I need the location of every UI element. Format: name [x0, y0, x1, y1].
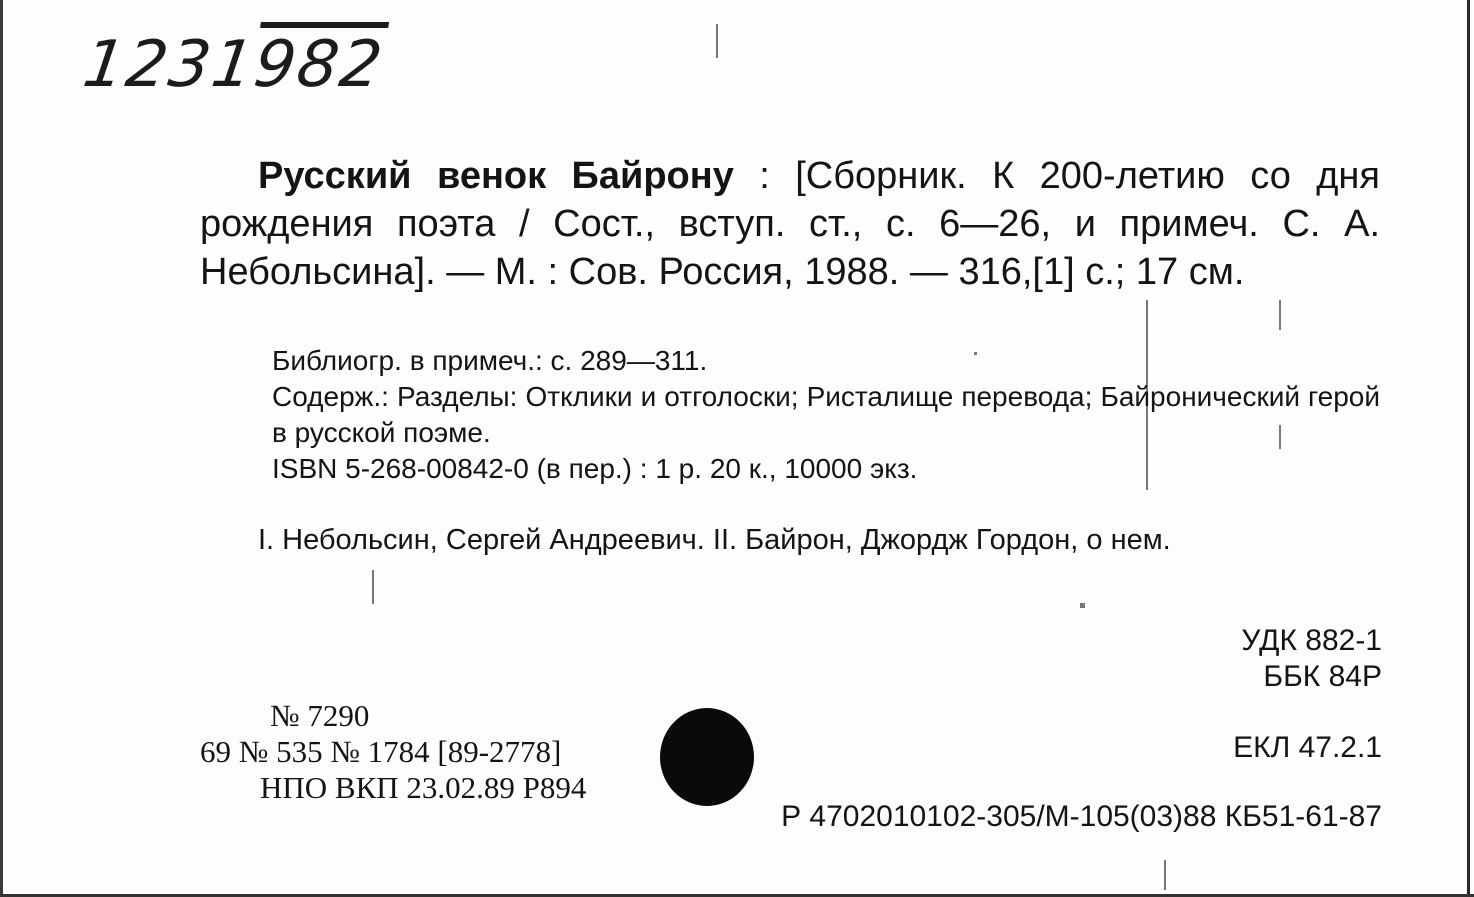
bibliographic-entry — [200, 152, 1380, 296]
card-left-edge — [0, 0, 3, 897]
handwritten-number-sub: 982 — [249, 28, 389, 102]
bibliography-note: Библиогр. в примеч.: с. 289—311. — [272, 345, 708, 376]
publication-code: Р 4702010102-305/М-105(03)88 КБ51-61-87 — [781, 800, 1382, 833]
handwritten-number-main: 1231 — [78, 28, 261, 102]
card-right-edge — [1467, 0, 1470, 897]
index-terms-text: I. Небольсин, Сергей Андреевич. II. Байрон, Джордж Гордон, о нем. — [258, 524, 1171, 556]
ekl-code: ЕКЛ 47.2.1 — [1233, 731, 1382, 764]
print-info-line-2: 69 № 535 № 1784 [89-2778] — [200, 734, 562, 769]
print-info-line-3: НПО ВКП 23.02.89 Р894 — [260, 770, 587, 805]
isbn-note: ISBN 5-268-00842-0 (в пер.) : 1 р. 20 к., 10000 экз. — [272, 453, 918, 484]
print-info-line-1: № 7290 — [270, 698, 370, 733]
contents-note: Содерж.: Разделы: Отклики и отголоски; Ристалище перевода; Байронический герой в русской поэме. — [272, 381, 1380, 448]
punch-hole — [660, 708, 754, 806]
scan-speck — [716, 24, 718, 58]
entry-description: : [Сборник. К 200-летию со дня рождения поэта / Сост., вступ. ст., с. 6—26, и примеч. С. А. Небольсина]. — М. : Сов. Россия, 1988. — 316,[1] с.; 17 см. — [200, 155, 1380, 293]
scan-speck — [1080, 603, 1085, 608]
scan-speck — [1279, 300, 1281, 330]
handwritten-catalog-number — [79, 28, 388, 102]
bbk-code: ББК 84Р — [1263, 660, 1382, 693]
entry-title: Русский венок Байрону — [258, 155, 734, 197]
scan-speck — [1164, 860, 1166, 890]
udk-code: УДК 882-1 — [1241, 624, 1382, 657]
index-terms — [200, 520, 1380, 560]
print-info — [200, 698, 586, 806]
scan-speck — [372, 570, 374, 604]
notes-section — [200, 343, 1380, 487]
classification-block — [1241, 623, 1382, 695]
